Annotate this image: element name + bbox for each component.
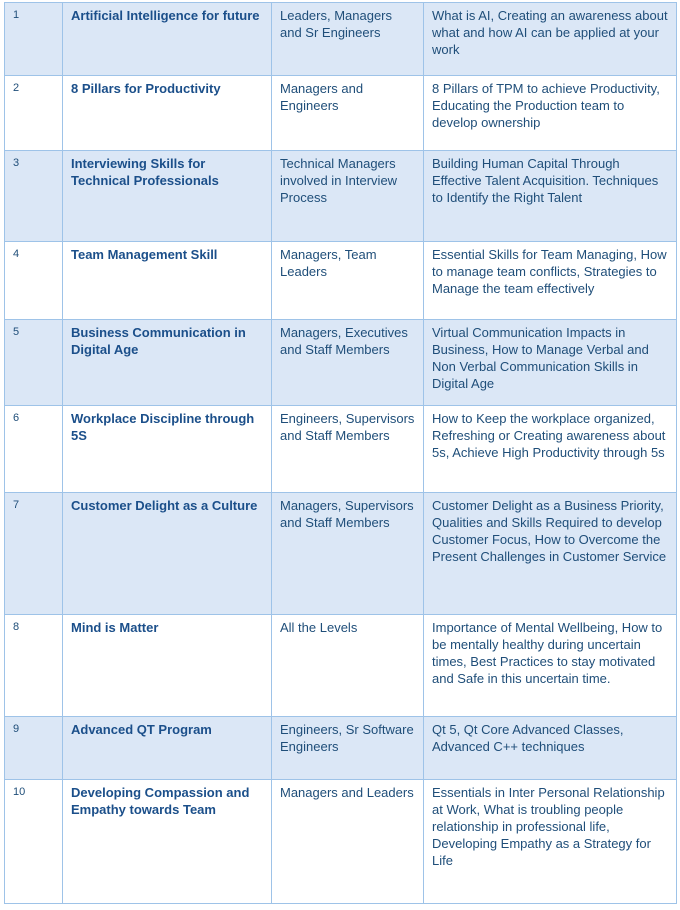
program-title: Advanced QT Program [63, 717, 272, 780]
program-title: Mind is Matter [63, 615, 272, 717]
table-row [5, 615, 677, 717]
program-content: Building Human Capital Through Effective Talent Acquisition. Techniques to Identify the Right Talent [424, 151, 677, 242]
target-audience: Managers, Executives and Staff Members [272, 320, 424, 406]
program-content: Qt 5, Qt Core Advanced Classes, Advanced C++ techniques [424, 717, 677, 780]
row-number: 8 [5, 615, 63, 717]
target-audience: Leaders, Managers and Sr Engineers [272, 3, 424, 76]
program-title: 8 Pillars for Productivity [63, 76, 272, 151]
table-row [5, 242, 677, 320]
target-audience: Engineers, Sr Software Engineers [272, 717, 424, 780]
program-content: How to Keep the workplace organized, Refreshing or Creating awareness about 5s, Achieve High Productivity through 5s [424, 406, 677, 493]
table-row [5, 320, 677, 406]
row-number: 1 [5, 3, 63, 76]
target-audience: Managers and Leaders [272, 780, 424, 904]
program-content: Customer Delight as a Business Priority, Qualities and Skills Required to develop Customer Focus, How to Overcome the Present Challenges in Customer Service [424, 493, 677, 615]
row-number: 10 [5, 780, 63, 904]
target-audience: Managers and Engineers [272, 76, 424, 151]
target-audience: Managers, Team Leaders [272, 242, 424, 320]
table-row [5, 493, 677, 615]
training-programs-table [4, 2, 677, 904]
row-number: 5 [5, 320, 63, 406]
table-row [5, 717, 677, 780]
table-row [5, 780, 677, 904]
row-number: 9 [5, 717, 63, 780]
program-title: Team Management Skill [63, 242, 272, 320]
program-content: Essential Skills for Team Managing, How to manage team conflicts, Strategies to Manage the team effectively [424, 242, 677, 320]
row-number: 2 [5, 76, 63, 151]
program-content: Virtual Communication Impacts in Business, How to Manage Verbal and Non Verbal Communication Skills in Digital Age [424, 320, 677, 406]
row-number: 6 [5, 406, 63, 493]
table-row [5, 76, 677, 151]
program-content: What is AI, Creating an awareness about what and how AI can be applied at your work [424, 3, 677, 76]
table-row [5, 406, 677, 493]
program-title: Business Communication in Digital Age [63, 320, 272, 406]
target-audience: Managers, Supervisors and Staff Members [272, 493, 424, 615]
program-content: 8 Pillars of TPM to achieve Productivity, Educating the Production team to develop ownership [424, 76, 677, 151]
program-title: Interviewing Skills for Technical Professionals [63, 151, 272, 242]
program-content: Essentials in Inter Personal Relationship at Work, What is troubling people relationship in professional life, Developing Empathy as a Strategy for Life [424, 780, 677, 904]
table-row [5, 3, 677, 76]
row-number: 7 [5, 493, 63, 615]
program-title: Workplace Discipline through 5S [63, 406, 272, 493]
row-number: 4 [5, 242, 63, 320]
program-title: Customer Delight as a Culture [63, 493, 272, 615]
program-title: Artificial Intelligence for future [63, 3, 272, 76]
table-row [5, 151, 677, 242]
target-audience: Engineers, Supervisors and Staff Members [272, 406, 424, 493]
program-title: Developing Compassion and Empathy towards Team [63, 780, 272, 904]
program-content: Importance of Mental Wellbeing, How to be mentally healthy during uncertain times, Best Practices to stay motivated and Safe in this uncertain time. [424, 615, 677, 717]
target-audience: Technical Managers involved in Interview Process [272, 151, 424, 242]
target-audience: All the Levels [272, 615, 424, 717]
row-number: 3 [5, 151, 63, 242]
